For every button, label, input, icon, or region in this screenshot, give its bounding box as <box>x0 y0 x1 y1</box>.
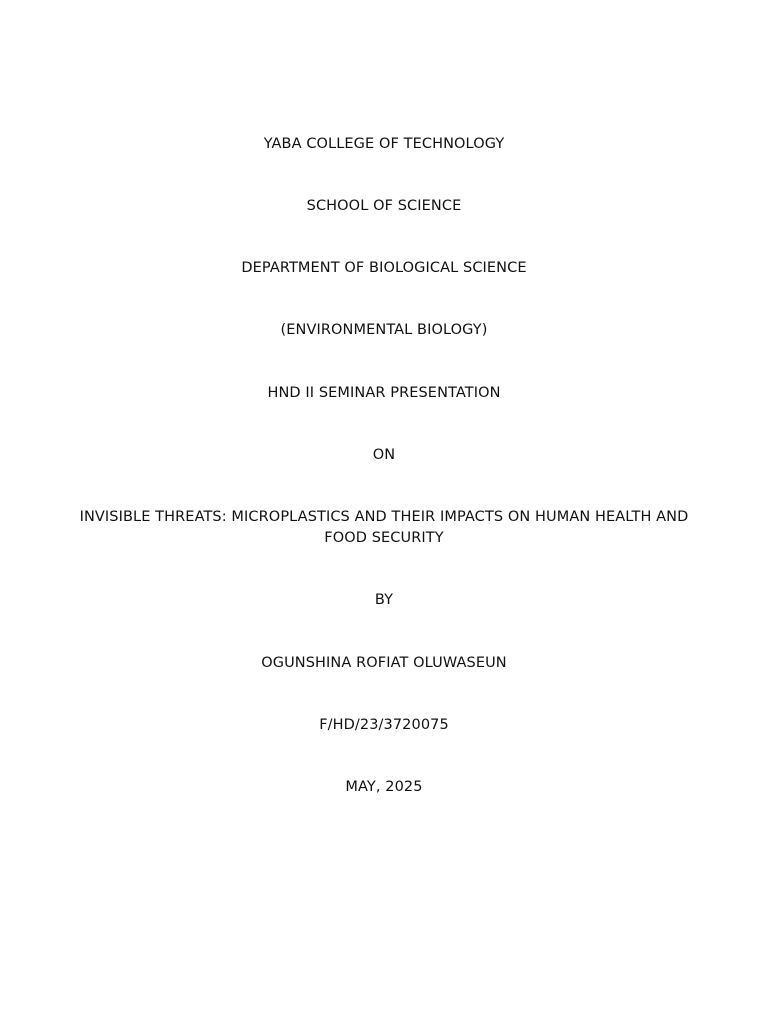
department-name: DEPARTMENT OF BIOLOGICAL SCIENCE <box>241 260 527 276</box>
by-label: BY <box>374 592 394 608</box>
matric-number: F/HD/23/3720075 <box>319 717 449 733</box>
date: MAY, 2025 <box>345 779 423 795</box>
topic-title: INVISIBLE THREATS: MICROPLASTICS AND THEIR IMPACTS ON HUMAN HEALTH AND FOOD SECURITY <box>79 509 694 546</box>
school-name: SCHOOL OF SCIENCE <box>306 198 462 214</box>
presentation-type: HND II SEMINAR PRESENTATION <box>267 385 501 401</box>
author-name: OGUNSHINA ROFIAT OLUWASEUN <box>261 655 507 671</box>
unit-name: (ENVIRONMENTAL BIOLOGY) <box>280 322 488 338</box>
on-label: ON <box>372 447 396 463</box>
institution-name: YABA COLLEGE OF TECHNOLOGY <box>263 136 505 152</box>
